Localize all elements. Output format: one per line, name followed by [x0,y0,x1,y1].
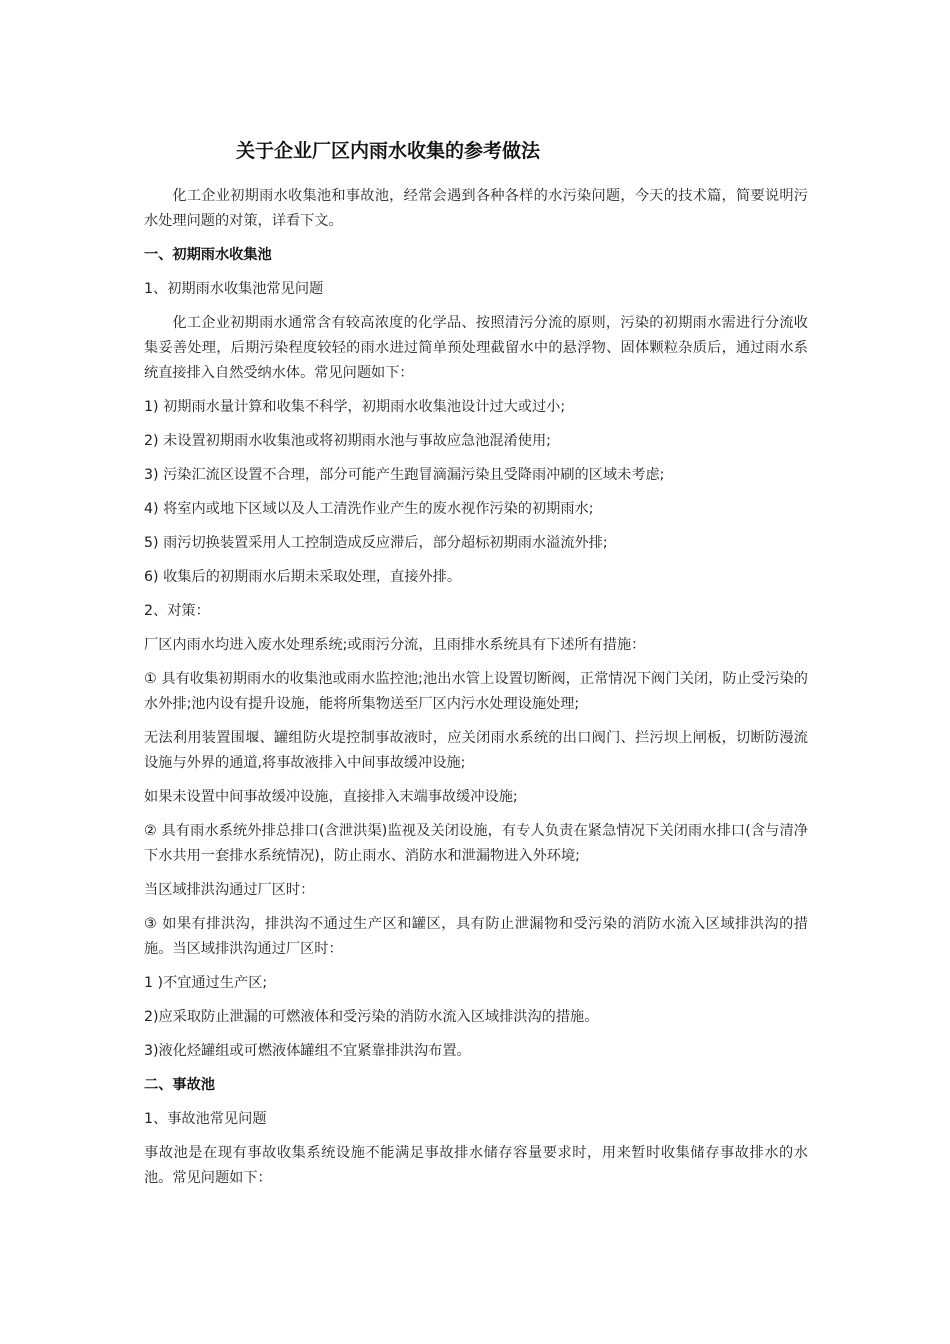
paragraph-intro: 化工企业初期雨水收集池和事故池，经常会遇到各种各样的水污染问题，今天的技术篇，简要说明污水处理问题的对策，详看下文。 [144,188,808,229]
paragraph: 无法利用装置围堰、罐组防火堤控制事故液时，应关闭雨水系统的出口阀门、拦污坝上闸板，切断防漫流设施与外界的通道,将事故液排入中间事故缓冲设施; [144,730,808,771]
list-item: 2) 未设置初期雨水收集池或将初期雨水池与事故应急池混淆使用; [144,433,551,449]
paragraph: 如果未设置中间事故缓冲设施，直接排入末端事故缓冲设施; [144,789,518,805]
list-item: 3) 污染汇流区设置不合理，部分可能产生跑冒滴漏污染且受降雨冲刷的区域未考虑; [144,467,665,483]
section-heading-accident-pool: 二、事故池 [144,1077,215,1093]
subheading-common-problems: 1、初期雨水收集池常见问题 [144,281,324,297]
paragraph: ② 具有雨水系统外排总排口(含泄洪渠)监视及关闭设施，有专人负责在紧急情况下关闭雨水排口(含与清净下水共用一套排水系统情况)，防止雨水、消防水和泄漏物进入外环境; [144,823,808,864]
paragraph-rainwater-description: 化工企业初期雨水通常含有较高浓度的化学品、按照清污分流的原则，污染的初期雨水需进行分流收集妥善处理，后期污染程度较轻的雨水进过简单预处理截留水中的悬浮物、固体颗粒杂质后，通过雨水系统直接排入自然受纳水体。常见问题如下： [144,315,808,381]
paragraph: 当区域排洪沟通过厂区时： [144,882,315,898]
list-item: 1) 初期雨水量计算和收集不科学，初期雨水收集池设计过大或过小; [144,399,566,415]
paragraph: ③ 如果有排洪沟，排洪沟不通过生产区和罐区，具有防止泄漏物和受污染的消防水流入区域排洪沟的措施。当区域排洪沟通过厂区时： [144,916,808,957]
list-item: 5) 雨污切换装置采用人工控制造成反应滞后，部分超标初期雨水溢流外排; [144,535,608,551]
list-item: 1 )不宜通过生产区; [144,975,268,991]
document-title: 关于企业厂区内雨水收集的参考做法 [236,140,541,162]
document-body [144,184,808,1200]
list-item: 3)液化烃罐组或可燃液体罐组不宜紧靠排洪沟布置。 [144,1043,471,1059]
subheading-accident-pool-problems: 1、事故池常见问题 [144,1111,267,1127]
paragraph: 厂区内雨水均进入废水处理系统;或雨污分流，且雨排水系统具有下述所有措施： [144,637,646,653]
subheading-countermeasures: 2、对策： [144,603,210,619]
paragraph: ① 具有收集初期雨水的收集池或雨水监控池;池出水管上设置切断阀，正常情况下阀门关闭，防止受污染的水外排;池内设有提升设施，能将所集物送至厂区内污水处理设施处理; [144,671,808,712]
paragraph-accident-pool-description: 事故池是在现有事故收集系统设施不能满足事故排水储存容量要求时，用来暂时收集储存事故排水的水池。常见问题如下： [144,1145,808,1186]
list-item: 4) 将室内或地下区域以及人工清洗作业产生的废水视作污染的初期雨水; [144,501,594,517]
list-item: 2)应采取防止泄漏的可燃液体和受污染的消防水流入区域排洪沟的措施。 [144,1009,599,1025]
list-item: 6) 收集后的初期雨水后期未采取处理，直接外排。 [144,569,462,585]
section-heading-initial-rainwater: 一、初期雨水收集池 [144,247,272,263]
